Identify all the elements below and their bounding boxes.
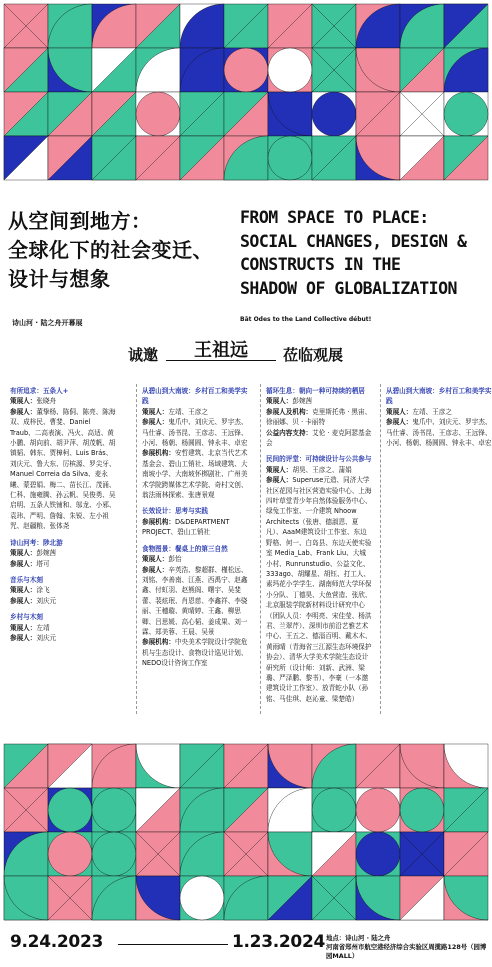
credit-names: 中央美术学院设计学院危机与生态设计、食物设计巡见计划、NEDO设计咨询工作室 [142,638,248,668]
credit-role: 策展人： [266,465,293,474]
pattern-tile [4,48,48,92]
pattern-tile [356,92,400,136]
pattern-tile [48,832,92,876]
section-heading: 食物图景：餐桌上的第三自然 [142,544,228,553]
credit-section [10,575,116,606]
invite-suffix: 莅临观展 [283,346,344,364]
pattern-tile [400,876,444,920]
credits-column [10,386,116,649]
credit-role: 策展人： [386,407,413,416]
english-subtitle: Bāt Odes to the Land Collective début! [240,316,372,323]
pattern-tile [224,92,268,136]
credit-row [386,407,492,417]
credit-role: 策展人： [142,555,169,564]
credit-names: 彭怡 [168,555,182,564]
credit-names: 鬼爪中、刘庆元、罗宇杰、马仕睿、汤书昆、王彦志、王远锋、小河、杨朝、杨圆圆、钟永丰、卓宏 [386,418,492,448]
chinese-title [8,207,213,294]
pattern-tile [92,48,136,92]
pattern-tile [48,136,92,180]
credit-names: 鬼爪中、刘庆元、罗宇杰、马仕睿、汤书昆、王彦志、王远锋、小河、杨朝、杨圆圆、钟永丰、卓宏 [142,418,248,448]
pattern-tile [224,48,268,92]
pattern-tile [268,48,312,92]
credit-role: 策展人： [10,623,37,632]
pattern-tile [180,48,224,92]
credit-names: 塔可 [36,559,50,568]
credit-section [266,454,372,704]
section-heading: 民间的评堂：可持续设计与公共参与 [266,455,372,464]
pattern-tile [92,876,136,920]
pattern-tile [48,876,92,920]
credit-role: 公益内容支持： [266,428,313,437]
credit-role: 参展人： [386,418,413,427]
pattern-tile [312,92,356,136]
credit-row [142,407,248,417]
english-title-line: CONSTRUCTS IN THE [240,255,401,274]
top-geometric-pattern [0,0,492,190]
pattern-tile [136,876,180,920]
credit-names: 彭婉茜 [36,549,57,558]
credit-row [266,465,372,475]
credit-names: 艾伦 · 麦克阿瑟基金会 [266,428,372,448]
credit-role: 参展人： [142,565,169,574]
pattern-tile [268,92,312,136]
pattern-tile [136,788,180,832]
pattern-tile [356,48,400,92]
pattern-tile [400,744,444,788]
venue-address: 河南省郑州市航空港经济综合实验区周揽路128号（园博园MALL） [326,943,487,960]
pattern-tile [136,48,180,92]
bottom-geometric-pattern [0,740,492,925]
pattern-tile [180,876,224,920]
pattern-tile [48,4,92,48]
pattern-tile [400,92,444,136]
pattern-tile [268,788,312,832]
column-divider [380,384,381,714]
pattern-tile [136,92,180,136]
credit-names: 克里斯托弗 · 黑宙、徐丽娜、贝 · 卡丽特 [266,407,372,427]
credit-row [10,623,116,633]
pattern-tile [356,876,400,920]
pattern-tile [400,4,444,48]
column-divider [136,384,137,714]
credit-section [266,386,372,448]
section-heading: 诗山河考：陟北游 [10,538,63,547]
pattern-tile [444,136,488,180]
pattern-tile [224,788,268,832]
credit-role: 参展人： [10,596,37,605]
venue-label: 地点： [326,934,346,942]
credit-section [10,386,116,532]
credit-row [266,407,372,428]
guest-name-underline [166,360,276,361]
credits-column [142,386,248,675]
venue [326,934,492,961]
chinese-title-line: 从空间到地方： [8,209,152,233]
credit-row [10,396,116,406]
pattern-tile [312,48,356,92]
pattern-tile [312,136,356,180]
pattern-tile [268,876,312,920]
credit-names: 辛英浩、黎超群、槿松远、刘铭、李善南、江燕、西禹宁、赵鑫鑫、付虹羽、赵熊阁、曙宇、吴斐蕾、裴炫珉、肖恩慈、李鑫祥、李骁丽、王穗璇、黄晴婷、王鑫、柳思卿、吕思媛、高心韬、姜成果、刘一霖、郑美蓉、王晨、吴景 [142,565,248,636]
invitation [0,336,492,366]
pattern-tile [312,832,356,876]
english-title-line: SOCIAL CHANGES, DESIGN & [240,231,467,251]
credit-names: 胡昊、王彦之、蒲娟 [292,465,352,474]
credit-row [142,565,248,638]
pattern-tile [444,788,488,832]
credit-row [10,596,116,606]
credit-names: 涂飞 [36,586,50,595]
credit-names: 彭婉茜 [292,397,313,406]
pattern-tile [224,4,268,48]
credit-section [386,386,492,448]
pattern-tile [268,136,312,180]
pattern-tile [312,4,356,48]
pattern-tile [224,136,268,180]
credit-names: 左靖、王彦之 [412,407,452,416]
section-heading: 音乐与木刻 [10,575,43,584]
pattern-tile [268,744,312,788]
credit-section [142,506,248,537]
pattern-tile [268,4,312,48]
pattern-tile [400,832,444,876]
credits-column [266,386,372,710]
pattern-tile [224,832,268,876]
pattern-tile [4,788,48,832]
pattern-tile [180,832,224,876]
pattern-tile [92,832,136,876]
credit-role: 参展人： [10,407,37,416]
chinese-title-line: 全球化下的社会变迁、 [8,238,213,262]
credit-row [10,407,116,532]
credit-role: 参展人： [10,633,37,642]
credit-role: 策展人： [266,397,293,406]
english-title-line: SHADOW OF GLOBALIZATION [240,278,457,298]
pattern-tile [136,744,180,788]
pattern-tile [400,136,444,180]
pattern-tile [444,876,488,920]
pattern-tile [180,92,224,136]
credit-role: 参展机构： [142,449,175,458]
pattern-tile [48,92,92,136]
credit-role: 策展人： [142,407,169,416]
credit-names: 安哲建筑、北京当代艺术基金会、碧山工销社、场域建筑、大南坡小学、大南坡怀梆剧社、广州美术学院跨媒体艺术学院、奇村文创、翁法雨林探索、张唐景观 [142,449,248,500]
credit-role: 参展机构： [142,517,175,526]
pattern-tile [92,744,136,788]
pattern-tile [180,788,224,832]
credit-row [142,417,248,448]
pattern-tile [48,744,92,788]
credit-row [142,517,248,538]
pattern-tile [444,48,488,92]
credit-section [142,386,248,500]
credit-names: 刘庆元 [36,596,57,605]
credit-row [142,554,248,564]
credit-row [266,396,372,406]
pattern-tile [48,788,92,832]
credits-column [386,386,492,454]
date-range-line [118,944,228,945]
pattern-tile [444,744,488,788]
credit-names: 刘庆元 [36,633,57,642]
pattern-tile [180,136,224,180]
guest-name: 王祖远 [194,340,248,361]
credit-names: Superuse元造、同济大学社区花园与社区营造实验中心、上海四叶草堂青少年自然体验服务中心、绿兔工作室、一介建筑 Nhoow Architects（张唐、德淑恩、夏凡）、AaaM建筑设计工作室、东边野格、何一、白岛县、东边天使实验室 Media_Lab、Frank Liu、大城小村、Runrunstudio、公益文化、333ago、胡耀星、胡钰、打工人、素玛花小学学生、湖南师范大学环保小分队、丁德昊、大鱼营造、张欣、北京服装学院新材料设计研究中心（团队人员：李明亮、宋佳莹、杨洪君、兰翠芹）、深圳市前沿艺雅艺术中心、王五之、德淄百明、戴木木、黄雨晴（青海省三江源生态环境保护协会）、清华大学美术学院生态设计研究所（设计师：刘新、武洲、梁璐、严泽鹏、黎书）、李豪（一本邀建筑设计工作室）、放青蛇小队（孙铭、马佳琪、赵沁童、梁楚皓） [266,476,372,703]
pattern-tile [444,4,488,48]
section-heading: 乡村与木刻 [10,613,43,622]
section-heading: 从碧山到大南坡：乡村百工和美学实践 [142,387,248,406]
pattern-tile [356,4,400,48]
pattern-tile [136,832,180,876]
credit-section [10,612,116,643]
pattern-tile [92,788,136,832]
pattern-tile [224,744,268,788]
pattern-tile [136,4,180,48]
pattern-tile [356,744,400,788]
credit-role: 策展人： [10,549,37,558]
pattern-tile [400,788,444,832]
end-date: 1.23.2024 [232,932,326,952]
credit-row [142,448,248,500]
column-divider [260,384,261,714]
invite-prefix: 诚邀 [128,346,159,364]
credit-role: 参展人及机构： [266,407,313,416]
pattern-tile [180,744,224,788]
credit-row [10,559,116,569]
credit-section [142,544,248,669]
credit-section [10,538,116,569]
credit-role: 策展人： [10,397,37,406]
credit-names: 左靖 [36,623,50,632]
credit-role: 参展机构： [142,638,175,647]
pattern-tile [444,832,488,876]
credit-names: 左靖、王彦之 [168,407,208,416]
credit-role: 参展人： [266,476,293,485]
venue-name: 诗山河 · 陆之舟 [345,934,391,942]
pattern-tile [224,876,268,920]
pattern-tile [136,136,180,180]
credit-role: 参展人： [142,418,169,427]
credit-row [386,417,492,448]
pattern-tile [4,92,48,136]
chinese-title-line: 设计与想象 [8,267,111,291]
credit-row [266,428,372,449]
pattern-tile [312,788,356,832]
pattern-tile [356,832,400,876]
credit-role: 策展人： [10,586,37,595]
credit-row [142,637,248,668]
pattern-tile [356,136,400,180]
credit-row [10,585,116,595]
credit-names: 张晓舟 [36,397,57,406]
section-heading: 从碧山到大南坡：乡村百工和美学实践 [386,387,492,406]
pattern-tile [4,136,48,180]
pattern-tile [180,4,224,48]
section-heading: 长效设计：思考与实践 [142,507,208,516]
pattern-tile [4,876,48,920]
section-heading: 循环生息：朝向一种可持续的栖居 [266,387,365,395]
pattern-tile [444,92,488,136]
pattern-tile [4,832,48,876]
pattern-tile [356,788,400,832]
pattern-tile [312,744,356,788]
pattern-tile [92,136,136,180]
english-title [240,206,466,300]
credit-role: 参展人： [10,559,37,568]
pattern-tile [400,48,444,92]
pattern-tile [92,92,136,136]
pattern-tile [4,4,48,48]
credit-names: 董挚杨、陈侗、陈亮、陈海双、成梓民、曹斐、Daniel Traub、二高表演、冯火、高适、黄小鹏、胡向前、胡尹萍、胡茂帆、胡镇韬、韩东、贾樟柯、Luis Brás、刘庆元、鲁大东、厉槟源、罗尖牙、Manuel Correia da Silva、麦永曦、蒙碧娟、梅二、苗长江、茂涌、仁科、施雍腾、孙云帆、吴俊勇、吴启明、五条人铁铺和、邬龙、小邪、袁玮、严明、詹翰、朱锐、左小祖咒、赵疆粮、张体尧 [10,407,116,531]
start-date: 9.24.2023 [10,932,104,952]
pattern-tile [268,832,312,876]
pattern-tile [48,48,92,92]
english-title-line: FROM SPACE TO PLACE: [240,208,429,227]
credit-row [10,548,116,558]
credit-row [10,633,116,643]
credit-names: D&DEPARTMENT PROJECT、碧山工销社 [142,517,230,537]
pattern-tile [92,4,136,48]
chinese-subtitle: 诗山河 · 陆之舟开幕展 [12,319,83,327]
credit-row [266,475,372,704]
pattern-tile [312,876,356,920]
section-heading: 有所追求：五条人+ [10,387,69,395]
pattern-tile [4,744,48,788]
